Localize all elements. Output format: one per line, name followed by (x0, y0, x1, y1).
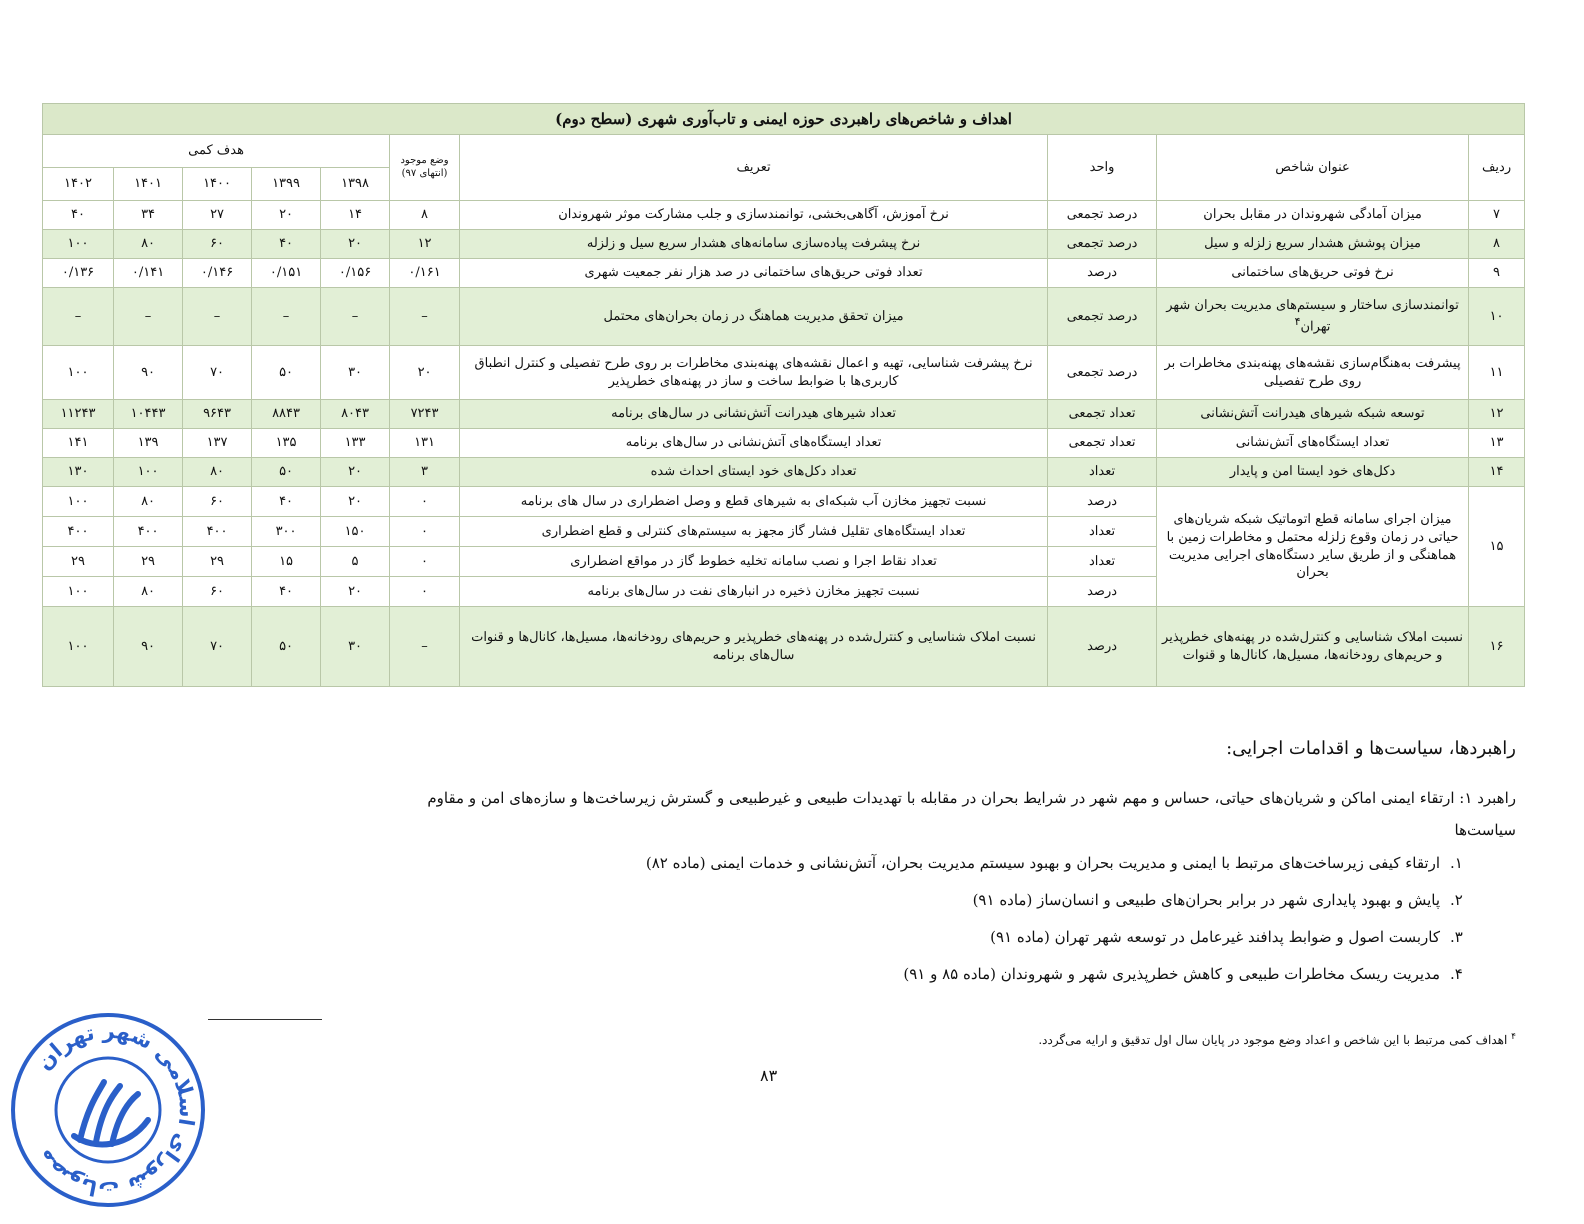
target-value-cell: ۲۰ (321, 577, 390, 607)
unit-cell: تعداد (1048, 517, 1157, 547)
indicator-title-cell (1157, 400, 1469, 429)
target-value-cell: ۱۵۰ (321, 517, 390, 547)
policies-label: سیاست‌ها (1454, 821, 1516, 839)
footnote-reference: ۴ (1294, 314, 1301, 328)
header-year: ۱۳۹۸ (321, 168, 390, 201)
target-value-cell: ۵۰ (252, 346, 321, 400)
table-row (43, 230, 1525, 259)
definition-cell: نرخ پیشرفت پیاده‌سازی سامانه‌های هشدار سریع سیل و زلزله (460, 230, 1048, 259)
target-value-cell: ۵۰ (252, 607, 321, 687)
target-value-cell: ۱۱۲۴۳ (43, 400, 114, 429)
footnote-divider (208, 1019, 322, 1020)
policies-list (478, 854, 1478, 1002)
target-value-cell: ۹۰ (114, 346, 183, 400)
row-number-cell: ۱۲ (1469, 400, 1525, 429)
indicator-title-text: توانمندسازی ساختار و سیستم‌های مدیریت بحران شهر تهران (1166, 298, 1459, 335)
target-value-cell: ۹۶۴۳ (183, 400, 252, 429)
unit-cell: درصد تجمعی (1048, 201, 1157, 230)
strategy-paragraph (356, 782, 1516, 846)
header-year: ۱۴۰۰ (183, 168, 252, 201)
list-number: ۴. (1450, 965, 1463, 983)
target-value-cell: ۲۰ (321, 458, 390, 487)
target-value-cell: ۹۰ (114, 607, 183, 687)
target-value-cell: ۰/۱۵۱ (252, 259, 321, 288)
target-value-cell: ۱۳۹ (114, 429, 183, 458)
current-status-cell: ۰/۱۶۱ (390, 259, 460, 288)
target-value-cell: – (114, 288, 183, 346)
council-seal-stamp (8, 1010, 208, 1210)
row-number-cell: ۱۶ (1469, 607, 1525, 687)
target-value-cell: ۲۹ (183, 547, 252, 577)
footnote-text: اهداف کمی مرتبط با این شاخص و اعداد وضع موجود در پایان سال اول تدقیق و ارایه می‌گردد. (1038, 1033, 1508, 1047)
current-status-cell: ۰ (390, 517, 460, 547)
target-value-cell: ۸۰۴۳ (321, 400, 390, 429)
target-value-cell: ۴۰۰ (43, 517, 114, 547)
header-definition: تعریف (460, 135, 1048, 201)
indicator-title-cell (1157, 429, 1469, 458)
current-status-cell: ۰ (390, 547, 460, 577)
target-value-cell: ۸۸۴۳ (252, 400, 321, 429)
unit-cell: تعداد تجمعی (1048, 400, 1157, 429)
target-value-cell: ۱۰۰ (43, 607, 114, 687)
target-value-cell: ۱۰۰ (43, 230, 114, 259)
indicator-title-text: نسبت املاک شناسایی و کنترل‌شده در پهنه‌های خطرپذیر و حریم‌های رودخانه‌ها، مسیل‌ها، کانال‌ها و قنوات (1162, 629, 1464, 663)
seal-text: مصوبات شورای اسلامی شهر تهران (31, 1018, 200, 1202)
header-year: ۱۴۰۱ (114, 168, 183, 201)
row-number-cell: ۱۰ (1469, 288, 1525, 346)
target-value-cell: ۴۰ (252, 487, 321, 517)
unit-cell: درصد (1048, 607, 1157, 687)
table-row (43, 201, 1525, 230)
row-number-cell: ۱۴ (1469, 458, 1525, 487)
header-quantitative-target: هدف کمی (43, 135, 390, 168)
unit-cell: تعداد (1048, 458, 1157, 487)
header-current-status (390, 135, 460, 201)
target-value-cell: ۱۰۰ (43, 346, 114, 400)
current-status-cell: ۳ (390, 458, 460, 487)
definition-cell: نسبت املاک شناسایی و کنترل‌شده در پهنه‌های خطرپذیر و حریم‌های رودخانه‌ها، مسیل‌ها، کانال‌ها و قنوات سال‌های برنامه (460, 607, 1048, 687)
list-item (478, 891, 1478, 928)
strategy-text: راهبرد ۱: ارتقاء ایمنی اماکن و شریان‌های حیاتی، حساس و مهم شهر در شرایط بحران در مقابله با تهدیدات طبیعی و غیرطبیعی و گسترش زیرساخت‌ها و سازه‌های امن و مقاوم (427, 789, 1516, 807)
definition-cell: تعداد ایستگاه‌های تقلیل فشار گاز مجهز به سیستم‌های کنترلی و قطع اضطراری (460, 517, 1048, 547)
definition-cell: تعداد دکل‌های خود ایستای احداث شده (460, 458, 1048, 487)
row-number-cell: ۹ (1469, 259, 1525, 288)
table-row (43, 429, 1525, 458)
list-item (478, 928, 1478, 965)
unit-cell: درصد تجمعی (1048, 346, 1157, 400)
target-value-cell: ۳۴ (114, 201, 183, 230)
current-status-cell: – (390, 607, 460, 687)
target-value-cell: ۲۰ (252, 201, 321, 230)
header-unit: واحد (1048, 135, 1157, 201)
current-status-cell: ۰ (390, 487, 460, 517)
unit-cell: درصد تجمعی (1048, 230, 1157, 259)
current-status-cell: – (390, 288, 460, 346)
current-status-cell: ۲۰ (390, 346, 460, 400)
header-year: ۱۳۹۹ (252, 168, 321, 201)
header-status-note: (انتهای ۹۷) (401, 167, 448, 179)
target-value-cell: ۱۰۰ (43, 577, 114, 607)
target-value-cell: ۵۰ (252, 458, 321, 487)
indicator-title-text: پیشرفت به‌هنگام‌سازی نقشه‌های پهنه‌بندی مخاطرات بر روی طرح تفصیلی (1164, 355, 1461, 389)
target-value-cell: ۲۹ (43, 547, 114, 577)
target-value-cell: ۴۰ (252, 577, 321, 607)
indicator-title-cell (1157, 607, 1469, 687)
target-value-cell: ۱۴ (321, 201, 390, 230)
target-value-cell: ۲۹ (114, 547, 183, 577)
row-number-cell: ۱۵ (1469, 487, 1525, 607)
indicator-title-text: تعداد ایستگاه‌های آتش‌نشانی (1235, 435, 1390, 451)
footnote (1038, 1032, 1516, 1047)
target-value-cell: ۱۳۵ (252, 429, 321, 458)
list-text: ارتقاء کیفی زیرساخت‌های مرتبط با ایمنی و مدیریت بحران و بهبود سیستم مدیریت بحران، آتش‌نشانی و خدمات ایمنی (ماده ۸۲) (645, 854, 1440, 872)
unit-cell: تعداد (1048, 547, 1157, 577)
target-value-cell: ۷۰ (183, 607, 252, 687)
target-value-cell: ۶۰ (183, 577, 252, 607)
definition-cell: تعداد فوتی حریق‌های ساختمانی در صد هزار نفر جمعیت شهری (460, 259, 1048, 288)
unit-cell: درصد تجمعی (1048, 288, 1157, 346)
target-value-cell: ۲۷ (183, 201, 252, 230)
indicator-title-text: نرخ فوتی حریق‌های ساختمانی (1231, 265, 1394, 281)
indicator-title-cell (1157, 288, 1469, 346)
target-value-cell: – (252, 288, 321, 346)
target-value-cell: ۸۰ (114, 230, 183, 259)
indicator-title-cell (1157, 259, 1469, 288)
definition-cell: تعداد شیرهای هیدرانت آتش‌نشانی در سال‌های برنامه (460, 400, 1048, 429)
indicator-title-text: میزان پوشش هشدار سریع زلزله و سیل (1204, 236, 1421, 252)
target-value-cell: ۴۰۰ (183, 517, 252, 547)
target-value-cell: ۱۴۱ (43, 429, 114, 458)
target-value-cell: – (43, 288, 114, 346)
current-status-cell: ۱۲ (390, 230, 460, 259)
page-number: ۸۳ (760, 1066, 778, 1085)
definition-cell: نسبت تجهیز مخازن آب شبکه‌ای به شیرهای قطع و وصل اضطراری در سال های برنامه (460, 487, 1048, 517)
row-number-cell: ۱۳ (1469, 429, 1525, 458)
target-value-cell: ۱۳۳ (321, 429, 390, 458)
list-item (478, 854, 1478, 891)
list-text: کاربست اصول و ضوابط پدافند غیرعامل در توسعه شهر تهران (ماده ۹۱) (990, 928, 1440, 946)
target-value-cell: ۱۰۰ (114, 458, 183, 487)
indicator-title-cell (1157, 346, 1469, 400)
table-row (43, 346, 1525, 400)
indicator-title-text: توسعه شبکه شیرهای هیدرانت آتش‌نشانی (1200, 406, 1425, 422)
header-year: ۱۴۰۲ (43, 168, 114, 201)
definition-cell: میزان تحقق مدیریت هماهنگ در زمان بحران‌های محتمل (460, 288, 1048, 346)
list-number: ۲. (1450, 891, 1463, 909)
list-item (478, 965, 1478, 1002)
target-value-cell: ۰/۱۴۱ (114, 259, 183, 288)
row-number-cell: ۸ (1469, 230, 1525, 259)
current-status-cell: ۰ (390, 577, 460, 607)
target-value-cell: ۱۵ (252, 547, 321, 577)
target-value-cell: ۳۰ (321, 607, 390, 687)
indicator-title-cell (1157, 230, 1469, 259)
table-row (43, 400, 1525, 429)
list-number: ۱. (1450, 854, 1463, 872)
target-value-cell: ۶۰ (183, 230, 252, 259)
table-title: اهداف و شاخص‌های راهبردی حوزه ایمنی و تاب‌آوری شهری (سطح دوم) (43, 104, 1525, 135)
row-number-cell: ۱۱ (1469, 346, 1525, 400)
target-value-cell: ۶۰ (183, 487, 252, 517)
target-value-cell: ۴۰ (252, 230, 321, 259)
target-value-cell: ۰/۱۴۶ (183, 259, 252, 288)
target-value-cell: ۰/۱۳۶ (43, 259, 114, 288)
row-number-cell: ۷ (1469, 201, 1525, 230)
target-value-cell: ۱۰۰ (43, 487, 114, 517)
table-row (43, 487, 1525, 517)
indicators-table (42, 103, 1525, 687)
table-row (43, 607, 1525, 687)
header-row-number: ردیف (1469, 135, 1525, 201)
definition-cell: نرخ آموزش، آگاهی‌بخشی، توانمندسازی و جلب مشارکت موثر شهروندان (460, 201, 1048, 230)
definition-cell: تعداد نقاط اجرا و نصب سامانه تخلیه خطوط گاز در مواقع اضطراری (460, 547, 1048, 577)
indicator-title-text: میزان آمادگی شهروندان در مقابل بحران (1203, 207, 1422, 223)
table-row (43, 259, 1525, 288)
list-number: ۳. (1450, 928, 1463, 946)
indicator-title-text: دکل‌های خود ایستا امن و پایدار (1229, 464, 1396, 480)
current-status-cell: ۱۳۱ (390, 429, 460, 458)
indicator-title-cell (1157, 201, 1469, 230)
indicator-title-cell (1157, 458, 1469, 487)
target-value-cell: ۸۰ (114, 577, 183, 607)
footnote-mark: ۴ (1511, 1032, 1516, 1042)
unit-cell: درصد (1048, 487, 1157, 517)
definition-cell: نسبت تجهیز مخازن ذخیره در انبارهای نفت در سال‌های برنامه (460, 577, 1048, 607)
target-value-cell: ۱۰۴۴۳ (114, 400, 183, 429)
target-value-cell: ۳۰ (321, 346, 390, 400)
target-value-cell: ۴۰۰ (114, 517, 183, 547)
unit-cell: تعداد تجمعی (1048, 429, 1157, 458)
current-status-cell: ۷۲۴۳ (390, 400, 460, 429)
unit-cell: درصد (1048, 259, 1157, 288)
unit-cell: درصد (1048, 577, 1157, 607)
target-value-cell: – (321, 288, 390, 346)
target-value-cell: ۲۰ (321, 487, 390, 517)
target-value-cell: ۰/۱۵۶ (321, 259, 390, 288)
target-value-cell: ۲۰ (321, 230, 390, 259)
target-value-cell: ۸۰ (114, 487, 183, 517)
section-heading: راهبردها، سیاست‌ها و اقدامات اجرایی: (1226, 738, 1516, 759)
list-text: مدیریت ریسک مخاطرات طبیعی و کاهش خطرپذیری شهر و شهروندان (ماده ۸۵ و ۹۱) (903, 965, 1440, 983)
current-status-cell: ۸ (390, 201, 460, 230)
target-value-cell: – (183, 288, 252, 346)
header-indicator-title: عنوان شاخص (1157, 135, 1469, 201)
definition-cell: تعداد ایستگاه‌های آتش‌نشانی در سال‌های برنامه (460, 429, 1048, 458)
target-value-cell: ۸۰ (183, 458, 252, 487)
target-value-cell: ۱۳۷ (183, 429, 252, 458)
definition-cell: نرخ پیشرفت شناسایی، تهیه و اعمال نقشه‌های پهنه‌بندی مخاطرات بر روی طرح تفصیلی و کنترل انطباق کاربری‌ها با ضوابط ساخت و ساز در پهنه‌های خطرپذیر (460, 346, 1048, 400)
table-row (43, 458, 1525, 487)
header-status-label: وضع موجود (400, 155, 449, 166)
list-text: پایش و بهبود پایداری شهر در برابر بحران‌های طبیعی و انسان‌ساز (ماده ۹۱) (972, 891, 1440, 909)
target-value-cell: ۷۰ (183, 346, 252, 400)
target-value-cell: ۵ (321, 547, 390, 577)
target-value-cell: ۳۰۰ (252, 517, 321, 547)
table-row (43, 288, 1525, 346)
indicator-title-cell: میزان اجرای سامانه قطع اتوماتیک شبکه شریان‌های حیاتی در زمان وقوع زلزله محتمل و مخاطرات زمین با هماهنگی و از طریق سایر دستگاه‌های اجرایی مدیریت بحران (1157, 487, 1469, 607)
target-value-cell: ۴۰ (43, 201, 114, 230)
target-value-cell: ۱۳۰ (43, 458, 114, 487)
